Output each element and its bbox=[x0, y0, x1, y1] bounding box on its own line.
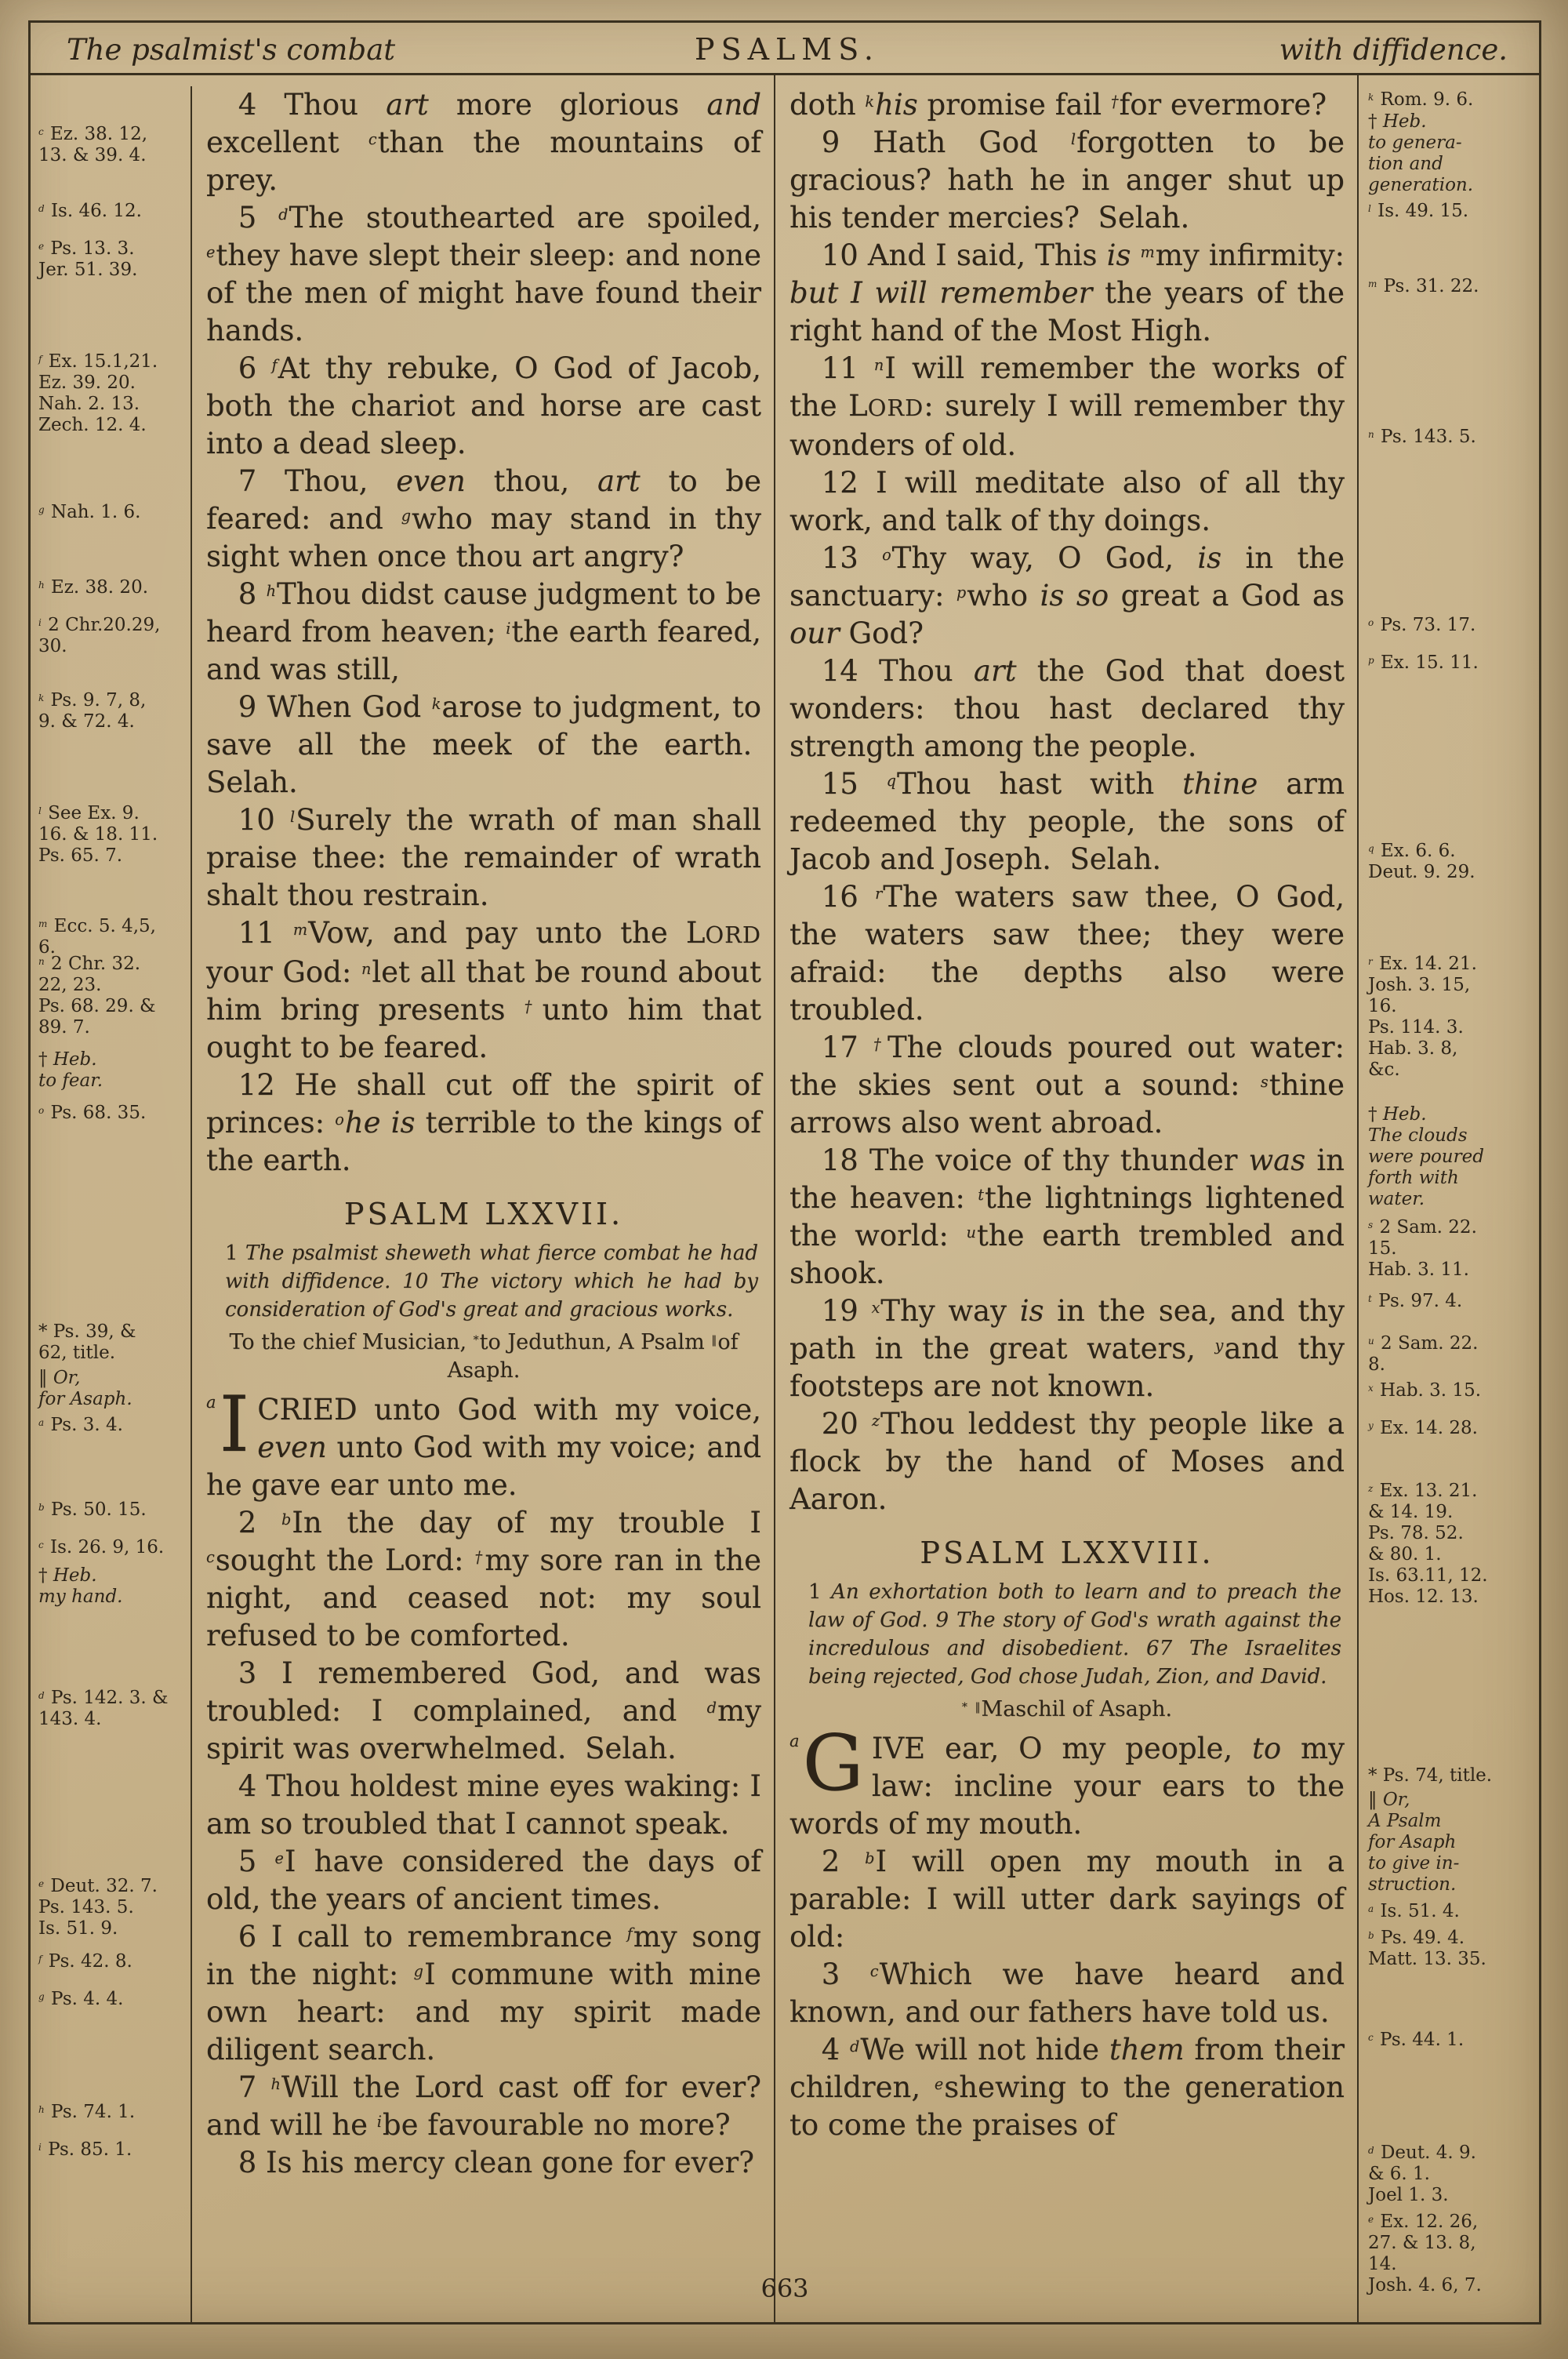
margin-note: $^i$ 2 Chr.20.29, 30. bbox=[38, 615, 161, 656]
margin-note: $^z$ Ex. 13. 21. & 14. 19. Ps. 78. 52. & 80. 1. Is. 63.11, 12. Hos. 12. 13. bbox=[1368, 1481, 1488, 1607]
margin-note: $^m$ Ps. 31. 22. bbox=[1368, 276, 1479, 296]
margin-note: $^o$ Ps. 73. 17. bbox=[1368, 615, 1476, 635]
verse-paragraph: 9 When God $^k$arose to judgment, to save all the meek of the earth. Selah. bbox=[206, 690, 761, 799]
margin-note: $^c$ Ez. 38. 12, 13. & 39. 4. bbox=[38, 124, 148, 165]
running-head-right: with diffidence. bbox=[1279, 33, 1508, 67]
psalm-argument: 1 The psalmist sheweth what fierce combat he had with diffidence. 10 The victory which he had by consideration of God's great and gracious works. bbox=[225, 1241, 758, 1321]
verse-paragraph: 7 $^h$Will the Lord cast off for ever? and will he $^i$be favourable no more? bbox=[206, 2070, 761, 2142]
margin-note: $^i$ Ps. 85. 1. bbox=[38, 2139, 132, 2160]
margin-note: $^a$ Ps. 3. 4. bbox=[38, 1415, 123, 1435]
margin-note: $^q$ Ex. 6. 6. Deut. 9. 29. bbox=[1368, 841, 1475, 882]
left-text-column bbox=[192, 75, 775, 2322]
psalm-argument: 1 An exhortation both to learn and to preach the law of God. 9 The story of God's wrath against the incredulous and disobedient. 67 The Israelites being rejected, God chose Judah, Zion, and David. bbox=[808, 1580, 1342, 1688]
left-margin-references bbox=[31, 86, 192, 2324]
margin-note: $^x$ Hab. 3. 15. bbox=[1368, 1380, 1482, 1401]
margin-note: $^b$ Ps. 50. 15. bbox=[38, 1499, 147, 1520]
verse-paragraph: 20 $^z$Thou leddest thy people like a flock by the hand of Moses and Aaron. bbox=[789, 1407, 1345, 1516]
margin-note: * Ps. 74, title. bbox=[1368, 1765, 1493, 1786]
margin-note: $^k$ Ps. 9. 7, 8, 9. & 72. 4. bbox=[38, 690, 147, 732]
margin-note: $^n$ 2 Chr. 32. 22, 23. Ps. 68. 29. & 89. 7. bbox=[38, 954, 156, 1038]
verse-paragraph: 4 $^d$We will not hide them from their children, $^e$shewing to the generation to come the praises of bbox=[789, 2033, 1345, 2142]
margin-note: $^h$ Ps. 74. 1. bbox=[38, 2102, 136, 2122]
running-head-title: PSALMS. bbox=[695, 32, 880, 67]
verse-paragraph: 8 Is his mercy clean gone for ever? bbox=[238, 2146, 755, 2179]
margin-note: $^e$ Ps. 13. 3. Jer. 51. 39. bbox=[38, 238, 138, 280]
psalm-title: To the chief Musician, *to Jeduthun, A Psalm ‖of Asaph. bbox=[229, 1330, 739, 1383]
drop-cap: G bbox=[802, 1719, 864, 1808]
margin-note: $^m$ Ecc. 5. 4,5, 6. bbox=[38, 916, 156, 958]
verse-paragraph: 6 I call to remembrance $^f$my song in the night: $^g$I commune with mine own heart: and my spirit made diligent search. bbox=[206, 1920, 761, 2066]
margin-note: $^k$ Rom. 9. 6. bbox=[1368, 89, 1474, 110]
margin-note: $^b$ Ps. 49. 4. Matt. 13. 35. bbox=[1368, 1928, 1486, 1969]
verse-paragraph: 18 The voice of thy thunder was in the heaven: $^t$the lightnings lightened the world: $^u$the earth trembled and shook. bbox=[789, 1143, 1345, 1290]
verse-paragraph: doth $^k$his promise fail †for evermore? bbox=[789, 88, 1327, 122]
page-number: 663 bbox=[760, 2274, 809, 2303]
margin-note: $^u$ 2 Sam. 22. 8. bbox=[1368, 1333, 1479, 1375]
verse-paragraph: 13 $^o$Thy way, O God, is in the sanctuary: $^p$who is so great a God as our God? bbox=[789, 541, 1345, 650]
margin-note: $^y$ Ex. 14. 28. bbox=[1368, 1418, 1478, 1438]
margin-note: $^e$ Ex. 12. 26, 27. & 13. 8, 14. Josh. 4. 6, 7. bbox=[1368, 2212, 1482, 2295]
margin-note: $^p$ Ex. 15. 11. bbox=[1368, 652, 1479, 673]
margin-note: $^c$ Ps. 44. 1. bbox=[1368, 2030, 1465, 2050]
margin-note: † Heb. to fear. bbox=[38, 1049, 103, 1091]
page-body bbox=[31, 75, 1539, 2322]
drop-cap: I bbox=[219, 1380, 250, 1470]
margin-note: † Heb. to genera- tion and generation. bbox=[1368, 111, 1474, 195]
verse-paragraph: 12 I will meditate also of all thy work, and talk of thy doings. bbox=[789, 466, 1345, 537]
verse-paragraph: 3 I remembered God, and was troubled: I complained, and $^d$my spirit was overwhelmed. Selah. bbox=[206, 1656, 761, 1765]
verse-paragraph: 11 $^n$I will remember the works of the LORD: surely I will remember thy wonders of old. bbox=[789, 351, 1345, 462]
margin-note: $^t$ Ps. 97. 4. bbox=[1368, 1291, 1463, 1311]
margin-note: $^a$ Is. 51. 4. bbox=[1368, 1901, 1460, 1921]
verse-paragraph: 10 $^l$Surely the wrath of man shall praise thee: the remainder of wrath shalt thou restrain. bbox=[206, 803, 761, 912]
margin-note: $^f$ Ex. 15.1,21. Ez. 39. 20. Nah. 2. 13. Zech. 12. 4. bbox=[38, 351, 158, 435]
verse-paragraph: 8 $^h$Thou didst cause judgment to be heard from heaven; $^i$the earth feared, and was still, bbox=[206, 577, 761, 686]
verse-ref-marker: a bbox=[789, 1732, 800, 1750]
margin-note: $^l$ See Ex. 9. 16. & 18. 11. Ps. 65. 7. bbox=[38, 803, 158, 866]
margin-note: $^r$ Ex. 14. 21. Josh. 3. 15, 16. Ps. 114. 3. Hab. 3. 8, &c. bbox=[1368, 954, 1477, 1080]
verse-paragraph: 11 $^m$Vow, and pay unto the LORD your God: $^n$let all that be round about him bring presents †unto him that ought to be feared. bbox=[206, 916, 762, 1064]
verse-paragraph: 9 Hath God $^l$forgotten to be gracious? hath he in anger shut up his tender mercies? Selah. bbox=[789, 125, 1345, 234]
right-margin-references bbox=[1359, 86, 1539, 2324]
verse-paragraph: 3 $^c$Which we have heard and known, and our fathers have told us. bbox=[789, 1957, 1345, 2029]
margin-note: $^h$ Ez. 38. 20. bbox=[38, 577, 149, 598]
running-head-left: The psalmist's combat bbox=[67, 33, 396, 67]
verse-paragraph: 15 $^q$Thou hast with thine arm redeemed thy people, the sons of Jacob and Joseph. Selah. bbox=[789, 767, 1345, 876]
margin-note: $^n$ Ps. 143. 5. bbox=[1368, 427, 1476, 447]
verse-paragraph: 12 He shall cut off the spirit of princes: $^o$he is terrible to the kings of the earth. bbox=[206, 1068, 761, 1177]
verse-ref-marker: a bbox=[206, 1393, 216, 1412]
margin-note: * Ps. 39, & 62, title. bbox=[38, 1321, 136, 1363]
verse-paragraph: 2 $^b$In the day of my trouble I $^c$sought the Lord: †my sore ran in the night, and ceased not: my soul refused to be comforted. bbox=[206, 1506, 762, 1652]
margin-note: $^g$ Nah. 1. 6. bbox=[38, 502, 141, 522]
verse-paragraph: 4 Thou art more glorious and excellent $^c$than the mountains of prey. bbox=[206, 88, 761, 197]
margin-note: ‖ Or, for Asaph. bbox=[38, 1368, 132, 1409]
verse-paragraph: 6 $^f$At thy rebuke, O God of Jacob, both the chariot and horse are cast into a dead sleep. bbox=[206, 351, 761, 460]
verse-paragraph: 14 Thou art the God that doest wonders: thou hast declared thy strength among the people. bbox=[789, 654, 1345, 763]
verse-paragraph: a G IVE ear, O my people, to my law: incline your ears to the words of my mouth. bbox=[789, 1719, 1345, 1841]
margin-note: $^d$ Ps. 142. 3. & 143. 4. bbox=[38, 1688, 169, 1729]
verse-paragraph: 10 And I said, This is $^m$my infirmity: but I will remember the years of the right hand of the Most High. bbox=[789, 238, 1345, 347]
psalm-heading: PSALM LXXVIII. bbox=[920, 1536, 1214, 1570]
margin-note: $^d$ Is. 46. 12. bbox=[38, 201, 142, 221]
margin-note: $^d$ Deut. 4. 9. & 6. 1. Joel 1. 3. bbox=[1368, 2143, 1476, 2205]
margin-note: ‖ Or, A Psalm for Asaph to give in- struction. bbox=[1368, 1790, 1460, 1895]
margin-note: $^s$ 2 Sam. 22. 15. Hab. 3. 11. bbox=[1368, 1217, 1477, 1280]
verse-paragraph: 17 †The clouds poured out water: the skies sent out a sound: $^s$thine arrows also went abroad. bbox=[789, 1030, 1345, 1140]
verse-paragraph: 7 Thou, even thou, art to be feared: and $^g$who may stand in thy sight when once thou art angry? bbox=[206, 464, 762, 573]
margin-note: † Heb. my hand. bbox=[38, 1565, 123, 1607]
verse-paragraph: 16 $^r$The waters saw thee, O God, the waters saw thee; they were afraid: the depths also were troubled. bbox=[789, 880, 1345, 1027]
page-frame bbox=[28, 20, 1541, 2324]
psalm-heading: PSALM LXXVII. bbox=[343, 1197, 624, 1231]
margin-note: $^g$ Ps. 4. 4. bbox=[38, 1989, 124, 2009]
margin-note: † Heb. The clouds were poured forth with water. bbox=[1368, 1104, 1484, 1209]
margin-note: $^f$ Ps. 42. 8. bbox=[38, 1951, 132, 1972]
verse-paragraph: 2 $^b$I will open my mouth in a parable: I will utter dark sayings of old: bbox=[789, 1845, 1345, 1954]
verse-paragraph: 5 $^d$The stouthearted are spoiled, $^e$they have slept their sleep: and none of the men of might have found their hands. bbox=[206, 201, 761, 347]
right-text-column bbox=[775, 75, 1359, 2322]
margin-note: $^e$ Deut. 32. 7. Ps. 143. 5. Is. 51. 9. bbox=[38, 1876, 158, 1939]
verse-paragraph: 4 Thou holdest mine eyes waking: I am so troubled that I cannot speak. bbox=[206, 1769, 761, 1841]
margin-note: $^o$ Ps. 68. 35. bbox=[38, 1103, 147, 1123]
verse-paragraph: 5 $^e$I have considered the days of old, the years of ancient times. bbox=[206, 1845, 761, 1916]
margin-note: $^l$ Is. 49. 15. bbox=[1368, 201, 1469, 221]
verse-paragraph: a I CRIED unto God with my voice, even unto God with my voice; and he gave ear unto me. bbox=[206, 1380, 761, 1502]
verse-paragraph: 19 $^x$Thy way is in the sea, and thy path in the great waters, $^y$and thy footsteps are not known. bbox=[789, 1294, 1345, 1403]
margin-note: $^c$ Is. 26. 9, 16. bbox=[38, 1537, 165, 1558]
psalm-title: * ‖Maschil of Asaph. bbox=[961, 1697, 1173, 1721]
running-head bbox=[31, 23, 1539, 73]
